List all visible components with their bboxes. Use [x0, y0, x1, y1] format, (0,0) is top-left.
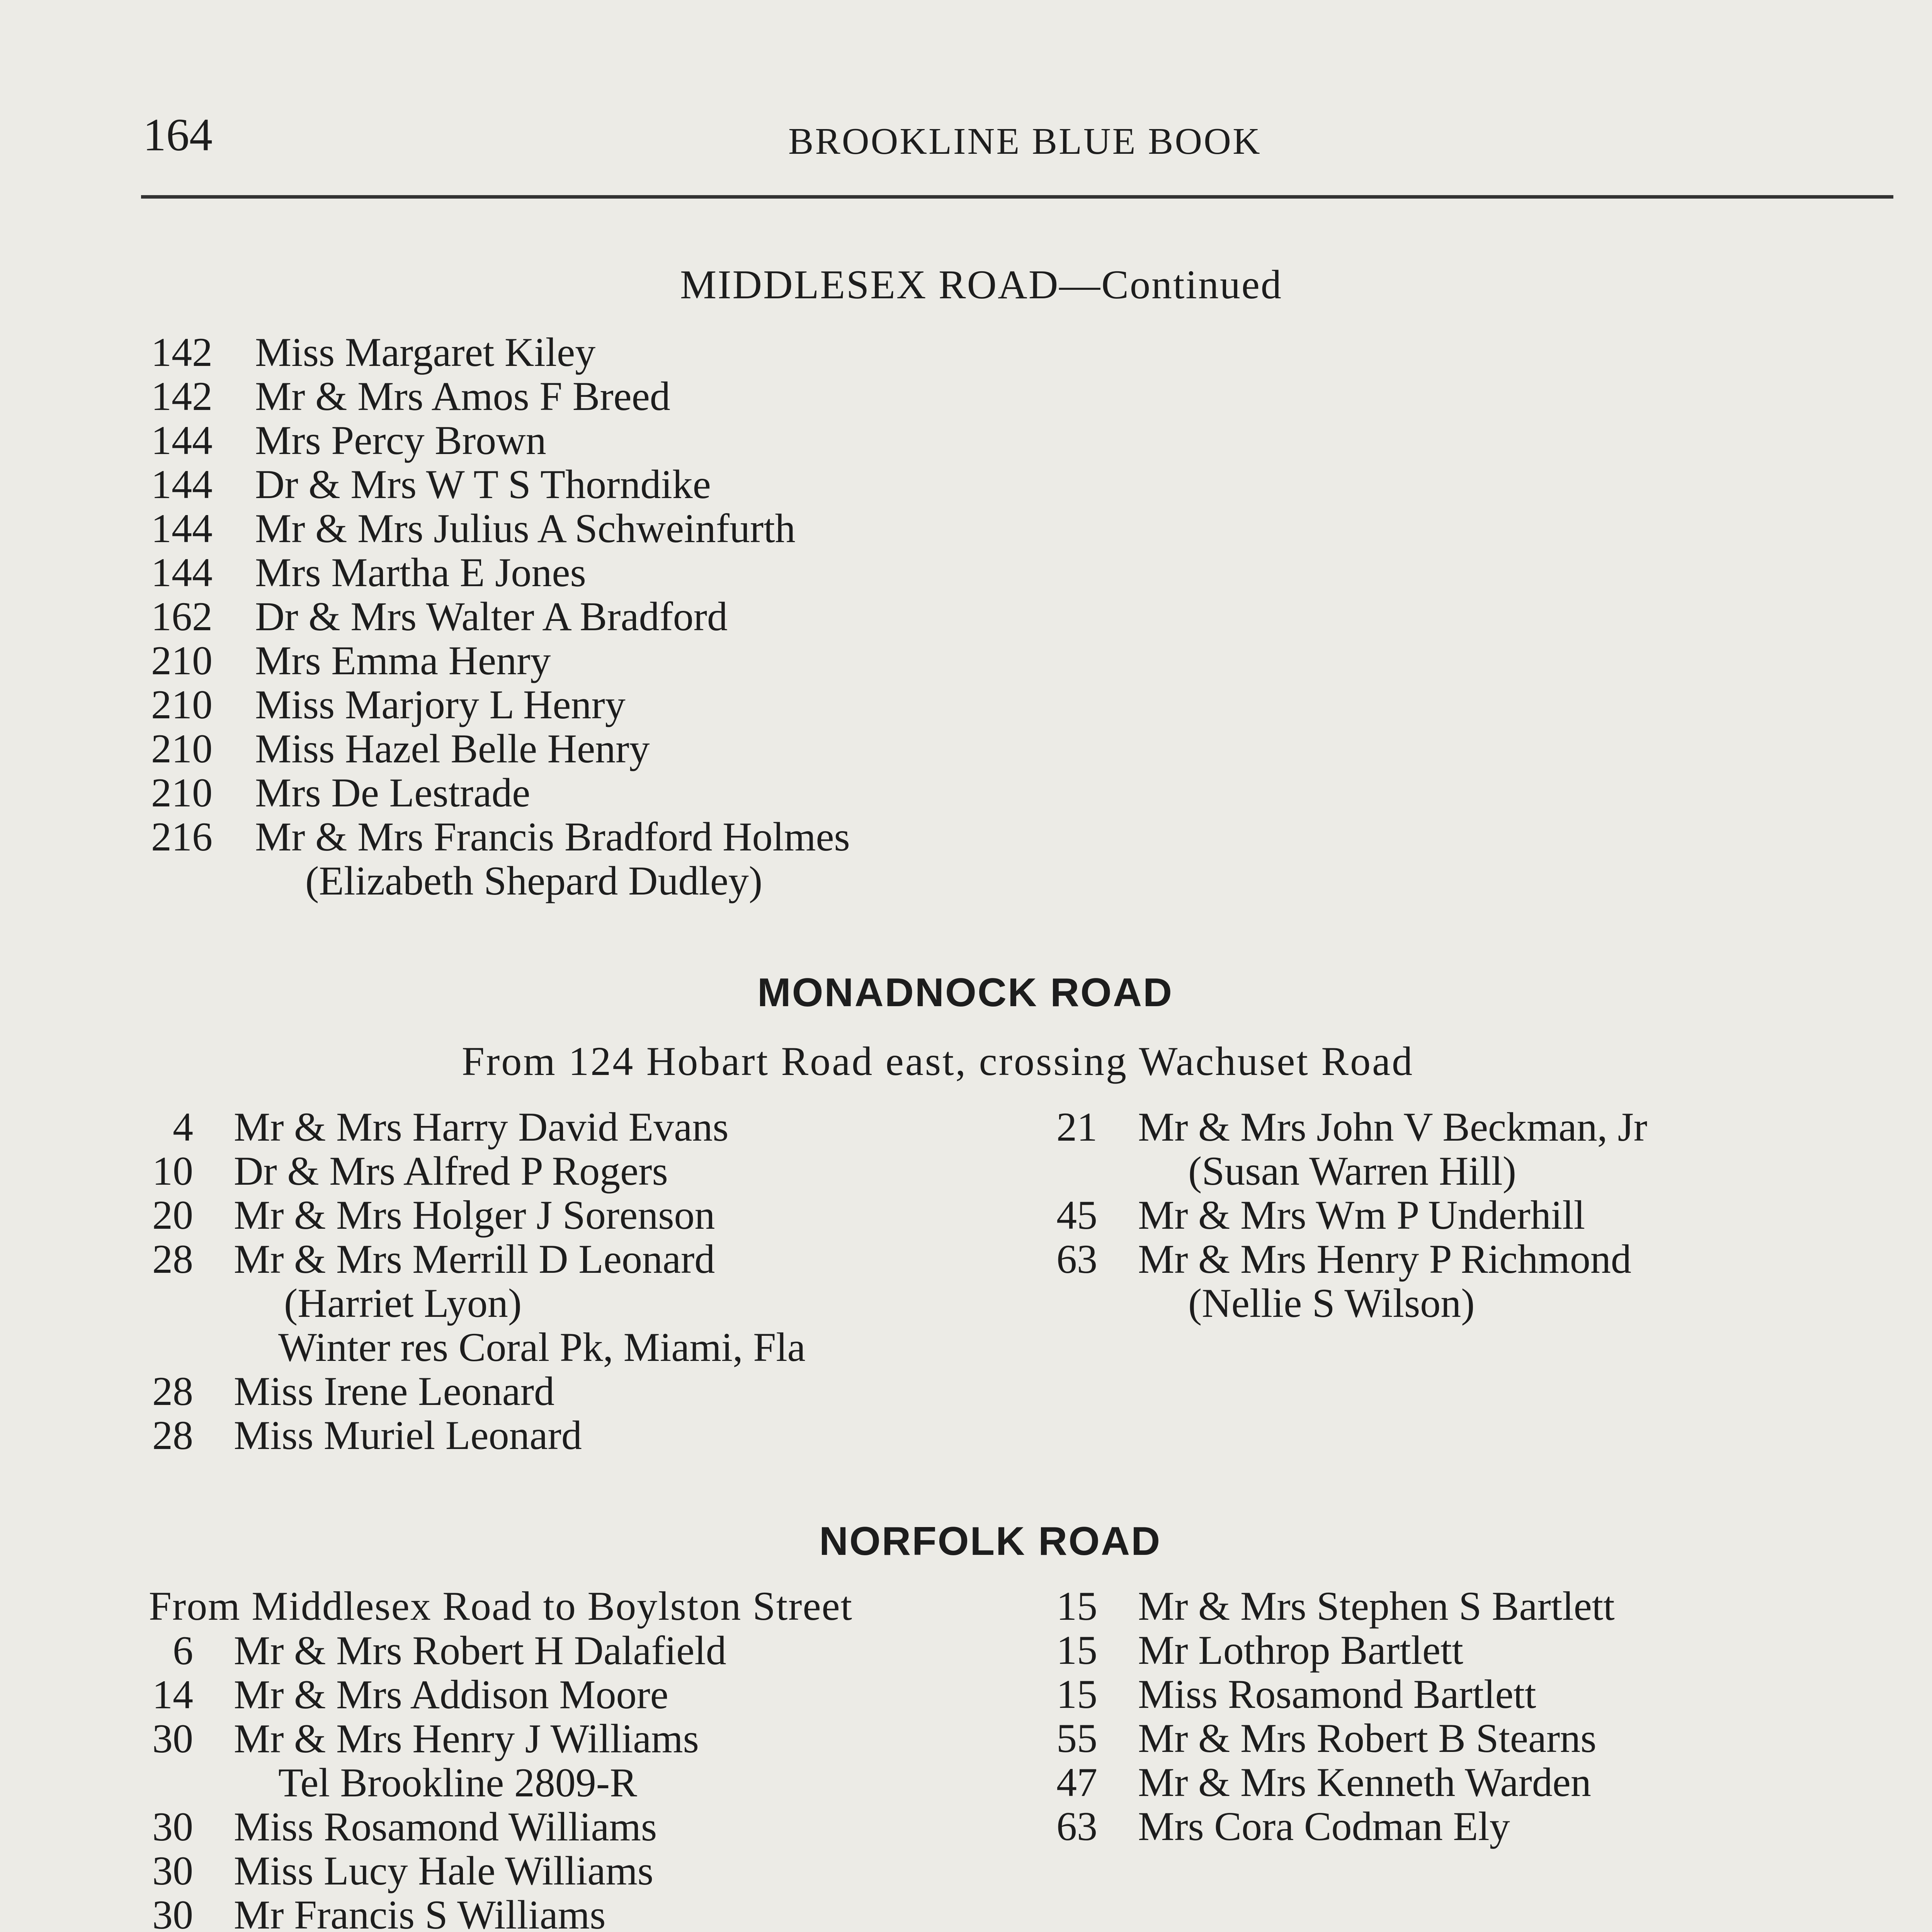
resident-name: Dr & Mrs W T S Thorndike [255, 462, 711, 507]
list-item [143, 815, 1186, 859]
resident-name: Miss Hazel Belle Henry [255, 726, 650, 771]
section-title-norfolk: NORFOLK ROAD [819, 1519, 1162, 1564]
house-number: 21 [1056, 1104, 1097, 1150]
list-item [143, 1105, 1032, 1149]
list-item [143, 463, 1186, 507]
house-number: 45 [1056, 1192, 1097, 1238]
house-number: 210 [151, 770, 213, 815]
resident-name: Mrs Cora Codman Ely [1138, 1804, 1510, 1849]
house-number: 210 [151, 638, 213, 683]
resident-name: Mr & Mrs Amos F Breed [255, 374, 670, 419]
house-number: 15 [1056, 1628, 1097, 1673]
list-item [1043, 1716, 1932, 1760]
resident-name: (Susan Warren Hill) [1188, 1148, 1517, 1194]
list-item [143, 1149, 1032, 1193]
resident-name: (Elizabeth Shepard Dudley) [305, 858, 763, 903]
list-item [1043, 1628, 1932, 1672]
house-number: 162 [151, 594, 213, 639]
section-title-monadnock: MONADNOCK ROAD [757, 970, 1173, 1015]
section-title-middlesex: MIDDLESEX ROAD—Continued [680, 262, 1282, 307]
resident-name: Mr Francis S Williams [234, 1892, 606, 1932]
resident-name: Miss Irene Leonard [234, 1369, 555, 1414]
house-number: 144 [151, 506, 213, 551]
resident-name: Mr & Mrs Wm P Underhill [1138, 1192, 1585, 1238]
resident-name: Miss Muriel Leonard [234, 1413, 582, 1458]
resident-name: Mr Lothrop Bartlett [1138, 1628, 1463, 1673]
section-subtitle-monadnock: From 124 Hobart Road east, crossing Wachuset Road [462, 1039, 1414, 1084]
resident-name: Miss Rosamond Bartlett [1138, 1672, 1536, 1717]
list-item [143, 1281, 1032, 1325]
house-number: 30 [152, 1804, 193, 1849]
house-number: 15 [1056, 1583, 1097, 1629]
house-number: 28 [152, 1413, 193, 1458]
page-number: 164 [143, 109, 213, 160]
list-item [143, 1893, 1032, 1932]
list-item [143, 1717, 1032, 1761]
house-number: 15 [1056, 1672, 1097, 1717]
list-item [1043, 1237, 1932, 1281]
list-item [143, 551, 1186, 595]
resident-name: (Harriet Lyon) [284, 1281, 522, 1326]
house-number: 210 [151, 682, 213, 727]
list-item [1043, 1281, 1932, 1325]
resident-name: Miss Rosamond Williams [234, 1804, 657, 1849]
resident-name: Winter res Coral Pk, Miami, Fla [278, 1325, 806, 1370]
resident-name: Mr & Mrs Henry P Richmond [1138, 1236, 1631, 1282]
list-item [143, 1629, 1032, 1673]
list-item [1043, 1193, 1932, 1237]
resident-name: Mr & Mrs Robert H Dalafield [234, 1628, 726, 1673]
list-item [143, 1849, 1032, 1893]
resident-name: Dr & Mrs Walter A Bradford [255, 594, 728, 639]
house-number: 4 [173, 1104, 193, 1150]
list-item [1043, 1584, 1932, 1628]
list-item [143, 1761, 1032, 1805]
resident-name: Mrs De Lestrade [255, 770, 531, 815]
house-number: 28 [152, 1369, 193, 1414]
resident-name: Mr & Mrs Julius A Schweinfurth [255, 506, 796, 551]
list-item [1043, 1105, 1932, 1149]
house-number: 30 [152, 1892, 193, 1932]
house-number: 55 [1056, 1716, 1097, 1761]
list-item [143, 374, 1186, 418]
house-number: 28 [152, 1236, 193, 1282]
resident-name: (Nellie S Wilson) [1188, 1281, 1475, 1326]
resident-name: Mr & Mrs Francis Bradford Holmes [255, 814, 850, 859]
resident-name: Mr & Mrs John V Beckman, Jr [1138, 1104, 1648, 1150]
house-number: 14 [152, 1672, 193, 1717]
resident-name: Mr & Mrs Robert B Stearns [1138, 1716, 1597, 1761]
list-item [143, 727, 1186, 771]
resident-name: Mr & Mrs Kenneth Warden [1138, 1760, 1591, 1805]
resident-name: Mr & Mrs Addison Moore [234, 1672, 668, 1717]
list-item [1043, 1672, 1932, 1716]
resident-name: Mr & Mrs Henry J Williams [234, 1716, 699, 1761]
list-item [143, 1805, 1032, 1849]
house-number: 144 [151, 418, 213, 463]
header-rule [141, 195, 1893, 199]
list-item [143, 1369, 1032, 1413]
house-number: 30 [152, 1716, 193, 1761]
list-item [1043, 1149, 1932, 1193]
list-item [143, 859, 1186, 903]
resident-name: Miss Marjory L Henry [255, 682, 626, 727]
list-item [143, 1673, 1032, 1717]
house-number: 10 [152, 1148, 193, 1194]
resident-name: Mrs Percy Brown [255, 418, 546, 463]
house-number: 144 [151, 550, 213, 595]
list-item [143, 595, 1186, 639]
resident-name: Mr & Mrs Merrill D Leonard [234, 1236, 715, 1282]
list-item [143, 1237, 1032, 1281]
house-number: 20 [152, 1192, 193, 1238]
list-item [143, 639, 1186, 683]
list-item [143, 330, 1186, 374]
resident-name: Mr & Mrs Harry David Evans [234, 1104, 729, 1150]
list-item [143, 771, 1186, 815]
list-item [143, 1413, 1032, 1458]
house-number: 63 [1056, 1804, 1097, 1849]
resident-name: Mrs Martha E Jones [255, 550, 586, 595]
house-number: 47 [1056, 1760, 1097, 1805]
resident-name: Tel Brookline 2809-R [278, 1760, 637, 1805]
list-item [143, 418, 1186, 463]
house-number: 63 [1056, 1236, 1097, 1282]
house-number: 142 [151, 330, 213, 375]
house-number: 144 [151, 462, 213, 507]
running-head: BROOKLINE BLUE BOOK [788, 121, 1262, 162]
resident-name: Dr & Mrs Alfred P Rogers [234, 1148, 668, 1194]
list-item [1043, 1760, 1932, 1804]
list-item [143, 507, 1186, 551]
resident-name: Mr & Mrs Stephen S Bartlett [1138, 1583, 1615, 1629]
list-item [1043, 1804, 1932, 1849]
section-subtitle-norfolk: From Middlesex Road to Boylston Street [149, 1583, 853, 1629]
house-number: 30 [152, 1848, 193, 1893]
resident-name: Miss Lucy Hale Williams [234, 1848, 654, 1893]
list-item [143, 1325, 1032, 1369]
house-number: 6 [173, 1628, 193, 1673]
house-number: 142 [151, 374, 213, 419]
list-item [143, 683, 1186, 727]
resident-name: Mrs Emma Henry [255, 638, 551, 683]
house-number: 210 [151, 726, 213, 771]
house-number: 216 [151, 814, 213, 859]
resident-name: Mr & Mrs Holger J Sorenson [234, 1192, 715, 1238]
resident-name: Miss Margaret Kiley [255, 330, 596, 375]
list-item [143, 1193, 1032, 1237]
